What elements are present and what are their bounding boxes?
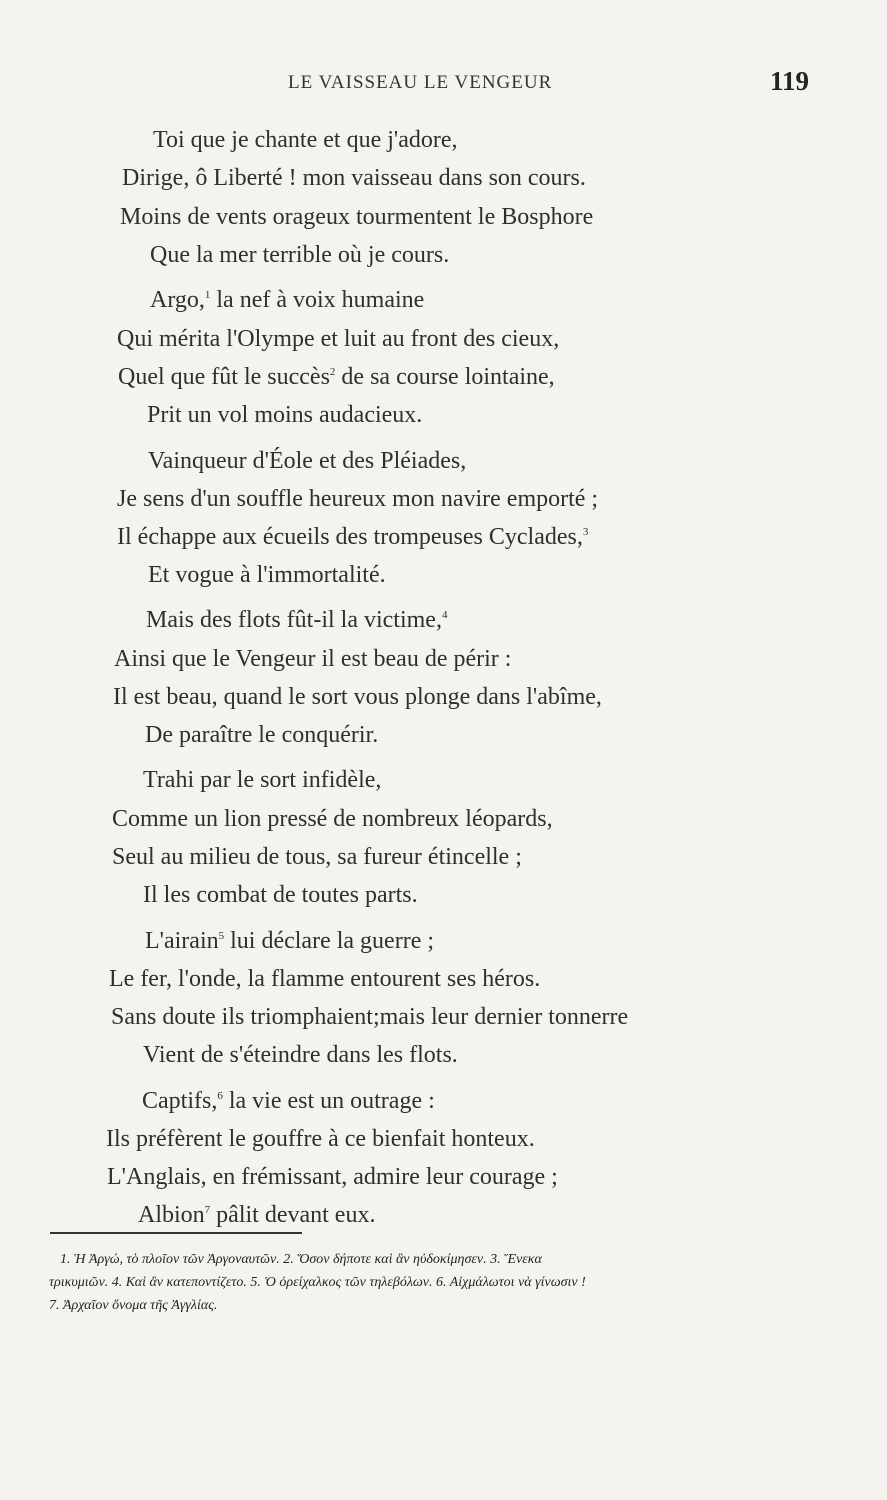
verse-line: Quel que fût le succès$^2$ de sa course lointaine, [118, 364, 555, 390]
verse-line: Captifs,$^6$ la vie est un outrage : [142, 1088, 435, 1114]
verse-line: Ainsi que le Vengeur il est beau de périr : [114, 646, 512, 672]
verse-line: Et vogue à l'immortalité. [148, 562, 386, 588]
verse-line: Je sens d'un souffle heureux mon navire emporté ; [117, 486, 599, 512]
verse-line: Il est beau, quand le sort vous plonge dans l'abîme, [113, 684, 602, 710]
footnote-marker: 2 [329, 366, 336, 378]
verse-line: Vainqueur d'Éole et des Pléiades, [148, 448, 467, 474]
verse-line: Albion$^7$ pâlit devant eux. [138, 1202, 376, 1228]
page-number: 119 [770, 66, 810, 96]
verse-line: Prit un vol moins audacieux. [147, 402, 423, 428]
footnote-marker: 7 [204, 1204, 211, 1216]
verse-line: Moins de vents orageux tourmentent le Bosphore [120, 204, 594, 230]
verse-line: Ils préfèrent le gouffre à ce bienfait honteux. [106, 1126, 535, 1152]
footnote-line: 1. Ἡ Ἀργώ, τὸ πλοῖον τῶν Ἀργοναυτῶν. 2. Ὅσον δήποτε καὶ ἂν ηὐδοκίμησεν. 3. Ἕνεκα [60, 1252, 542, 1267]
verse-line: Le fer, l'onde, la flamme entourent ses héros. [109, 966, 541, 992]
verse-line: Qui mérita l'Olympe et luit au front des cieux, [117, 326, 560, 352]
verse-line: Sans doute ils triomphaient;mais leur dernier tonnerre [111, 1004, 629, 1030]
verse-line: Il échappe aux écueils des trompeuses Cyclades,$^3$ [117, 524, 589, 550]
verse-line: Il les combat de toutes parts. [143, 882, 418, 908]
verse-line: Seul au milieu de tous, sa fureur étincelle ; [112, 844, 522, 870]
verse-line: Argo,$^1$ la nef à voix humaine [150, 287, 425, 313]
footnote-marker: 5 [218, 930, 225, 942]
footnote-marker: 6 [217, 1090, 223, 1102]
running-title: LE VAISSEAU LE VENGEUR [288, 72, 553, 93]
verse-line: Comme un lion pressé de nombreux léopards, [112, 806, 553, 832]
verse-line: Mais des flots fût-il la victime,$^4$ [146, 607, 448, 633]
footnote-divider [50, 1232, 302, 1234]
verse-line: Vient de s'éteindre dans les flots. [143, 1042, 458, 1068]
verse-line: Toi que je chante et que j'adore, [153, 127, 458, 153]
verse-line: L'Anglais, en frémissant, admire leur courage ; [107, 1164, 558, 1190]
verse-line: De paraître le conquérir. [145, 722, 379, 748]
verse-line: Que la mer terrible où je cours. [150, 242, 450, 268]
verse-line: Dirige, ô Liberté ! mon vaisseau dans son cours. [122, 165, 586, 191]
footnote-line: 7. Ἀρχαῖον ὄνομα τῆς Ἀγγλίας. [49, 1298, 218, 1313]
footnote-marker: 1 [204, 289, 211, 301]
verse-line: L'airain$^5$ lui déclare la guerre ; [145, 928, 435, 954]
footnote-line: τρικυμιῶν. 4. Καὶ ἂν κατεποντίζετο. 5. Ὁ ὀρείχαλκος τῶν τηλεβόλων. 6. Αἰχμάλωτοι νὰ γίνωσιν ! [49, 1275, 586, 1290]
footnote-marker: 3 [582, 526, 589, 538]
verse-line: Trahi par le sort infidèle, [143, 767, 382, 793]
footnote-marker: 4 [441, 609, 448, 621]
